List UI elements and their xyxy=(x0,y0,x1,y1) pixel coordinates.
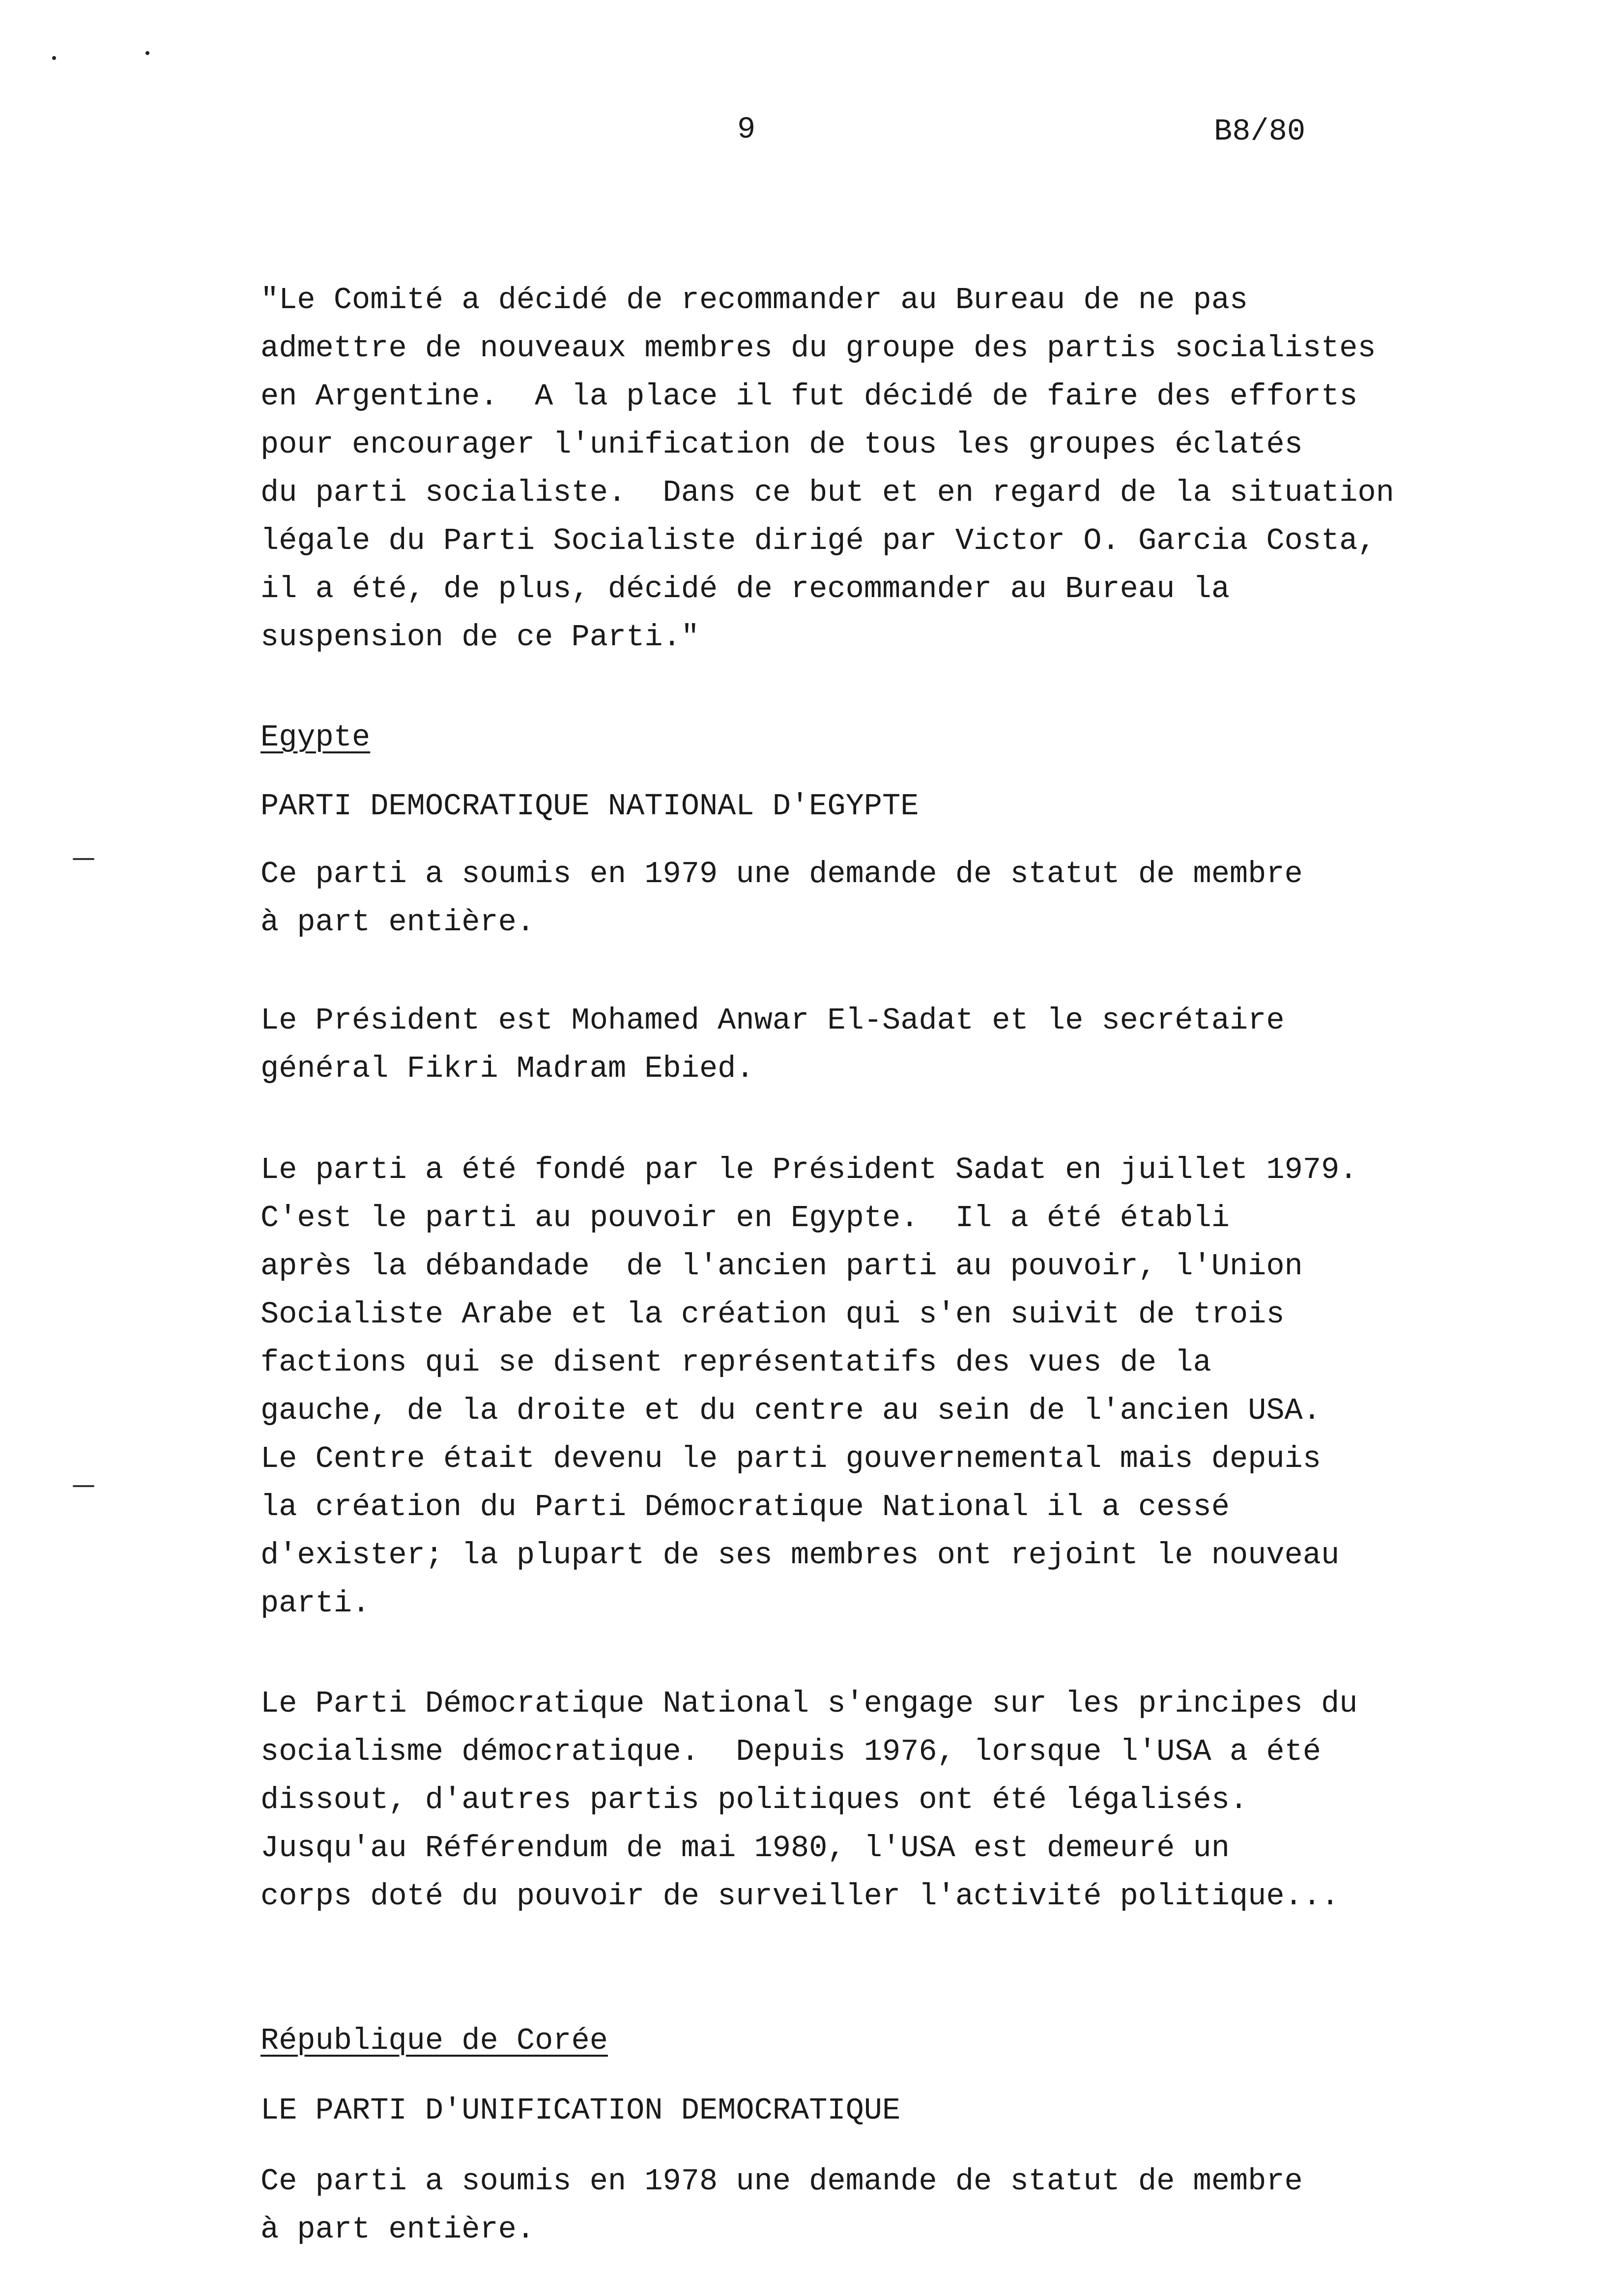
party-name: PARTI DEMOCRATIQUE NATIONAL D'EGYPTE xyxy=(260,789,919,824)
country-heading: République de Corée xyxy=(260,2023,608,2058)
margin-mark xyxy=(73,1485,94,1487)
text-line: corps doté du pouvoir de surveiller l'activité politique... xyxy=(260,1879,1340,1914)
text-line: à part entière. xyxy=(260,905,535,940)
text-line: en Argentine. A la place il fut décidé de faire des efforts xyxy=(260,379,1358,414)
korea-application-paragraph xyxy=(260,2157,1519,2254)
text-line: Ce parti a soumis en 1979 une demande de statut de membre xyxy=(260,857,1303,891)
text-line: gauche, de la droite et du centre au sein de l'ancien USA. xyxy=(260,1393,1321,1428)
text-line: il a été, de plus, décidé de recommander au Bureau la xyxy=(260,572,1230,606)
text-line: Le Centre était devenu le parti gouvernemental mais depuis xyxy=(260,1441,1321,1476)
text-line: C'est le parti au pouvoir en Egypte. Il a été établi xyxy=(260,1201,1230,1235)
page-number: 9 xyxy=(737,112,756,147)
egypt-leaders-paragraph xyxy=(260,997,1519,1093)
party-name: LE PARTI D'UNIFICATION DEMOCRATIQUE xyxy=(260,2093,901,2128)
text-line: Socialiste Arabe et la création qui s'en suivit de trois xyxy=(260,1297,1285,1332)
text-line: du parti socialiste. Dans ce but et en regard de la situation xyxy=(260,475,1394,510)
quote-paragraph xyxy=(260,276,1519,661)
text-line: Le Président est Mohamed Anwar El-Sadat et le secrétaire xyxy=(260,1003,1285,1038)
text-line: Ce parti a soumis en 1978 une demande de statut de membre xyxy=(260,2164,1303,2199)
text-line: admettre de nouveaux membres du groupe des partis socialistes xyxy=(260,331,1376,366)
text-line: pour encourager l'unification de tous les groupes éclatés xyxy=(260,427,1303,462)
document-reference: B8/80 xyxy=(1214,114,1306,149)
text-line: "Le Comité a décidé de recommander au Bureau de ne pas xyxy=(260,283,1248,317)
text-line: dissout, d'autres partis politiques ont été légalisés. xyxy=(260,1782,1248,1817)
text-line: socialisme démocratique. Depuis 1976, lorsque l'USA a été xyxy=(260,1734,1321,1769)
text-line: la création du Parti Démocratique National il a cessé xyxy=(260,1490,1230,1524)
text-line: à part entière. xyxy=(260,2212,535,2247)
egypt-application-paragraph xyxy=(260,850,1519,947)
text-line: général Fikri Madram Ebied. xyxy=(260,1051,754,1086)
korea-heading xyxy=(260,2017,1519,2065)
scan-speck xyxy=(52,56,56,60)
text-line: suspension de ce Parti." xyxy=(260,620,699,655)
egypt-heading xyxy=(260,714,1519,762)
egypt-history-paragraph xyxy=(260,1146,1519,1628)
text-line: Le Parti Démocratique National s'engage sur les principes du xyxy=(260,1686,1358,1721)
margin-mark xyxy=(73,858,94,860)
text-line: d'exister; la plupart de ses membres ont rejoint le nouveau xyxy=(260,1538,1340,1573)
text-line: Jusqu'au Référendum de mai 1980, l'USA est demeuré un xyxy=(260,1831,1230,1866)
korea-party-name-block xyxy=(260,2087,1519,2135)
text-line: factions qui se disent représentatifs des vues de la xyxy=(260,1345,1211,1380)
country-heading: Egypte xyxy=(260,720,371,755)
text-line: après la débandade de l'ancien parti au pouvoir, l'Union xyxy=(260,1249,1303,1284)
text-line: Le parti a été fondé par le Président Sadat en juillet 1979. xyxy=(260,1152,1358,1187)
egypt-party-name-block xyxy=(260,782,1519,831)
scan-speck xyxy=(145,51,149,55)
text-line: parti. xyxy=(260,1586,371,1621)
text-line: légale du Parti Socialiste dirigé par Victor O. Garcia Costa, xyxy=(260,523,1376,558)
egypt-principles-paragraph xyxy=(260,1680,1519,1921)
